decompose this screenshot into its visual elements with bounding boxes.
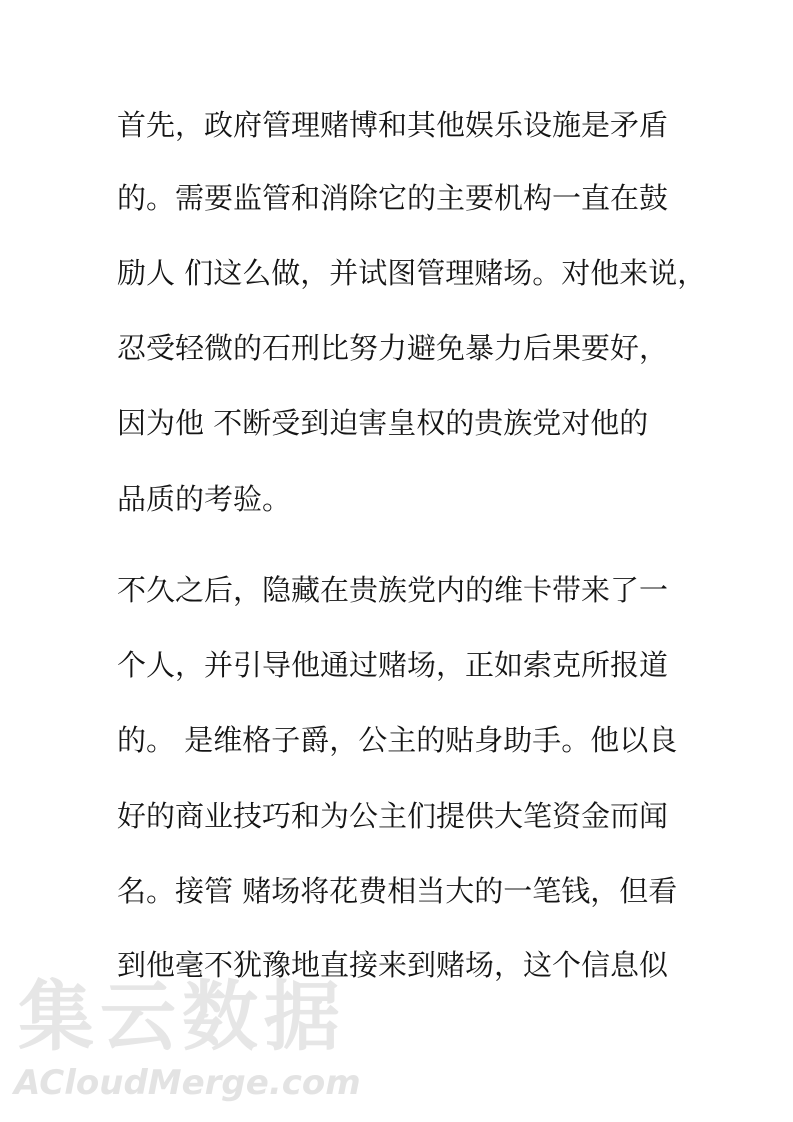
text-line: 首先，政府管理赌博和其他娱乐设施是矛盾 — [117, 108, 669, 142]
text-line: 好的商业技巧和为公主们提供大笔资金而闻 — [117, 799, 669, 833]
watermark — [8, 972, 408, 1115]
text-line: 励人 们这么做，并试图管理赌场。对他来说， — [117, 256, 707, 290]
text-line: 不久之后，隐藏在贵族党内的维卡带来了一 — [117, 573, 669, 607]
text-line: 的。 是维格子爵，公主的贴身助手。他以良 — [117, 723, 678, 757]
text-line: 名。接管 赌场将花费相当大的一笔钱，但看 — [117, 874, 678, 908]
text-line: 到他毫不犹豫地直接来到赌场，这个信息似 — [117, 948, 669, 982]
text-line: 个人，并引导他通过赌场，正如索克所报道 — [117, 648, 669, 682]
watermark-logo: 集云数据 — [18, 972, 346, 1061]
text-line: 的。需要监管和消除它的主要机构一直在鼓 — [117, 181, 669, 215]
watermark-brand: ACloudMerge.com — [14, 1063, 361, 1103]
text-line: 品质的考验。 — [117, 482, 292, 516]
text-line: 忍受轻微的石刑比努力避免暴力后果要好， — [117, 331, 669, 365]
text-line: 因为他 不断受到迫害皇权的贵族党对他的 — [117, 406, 649, 440]
